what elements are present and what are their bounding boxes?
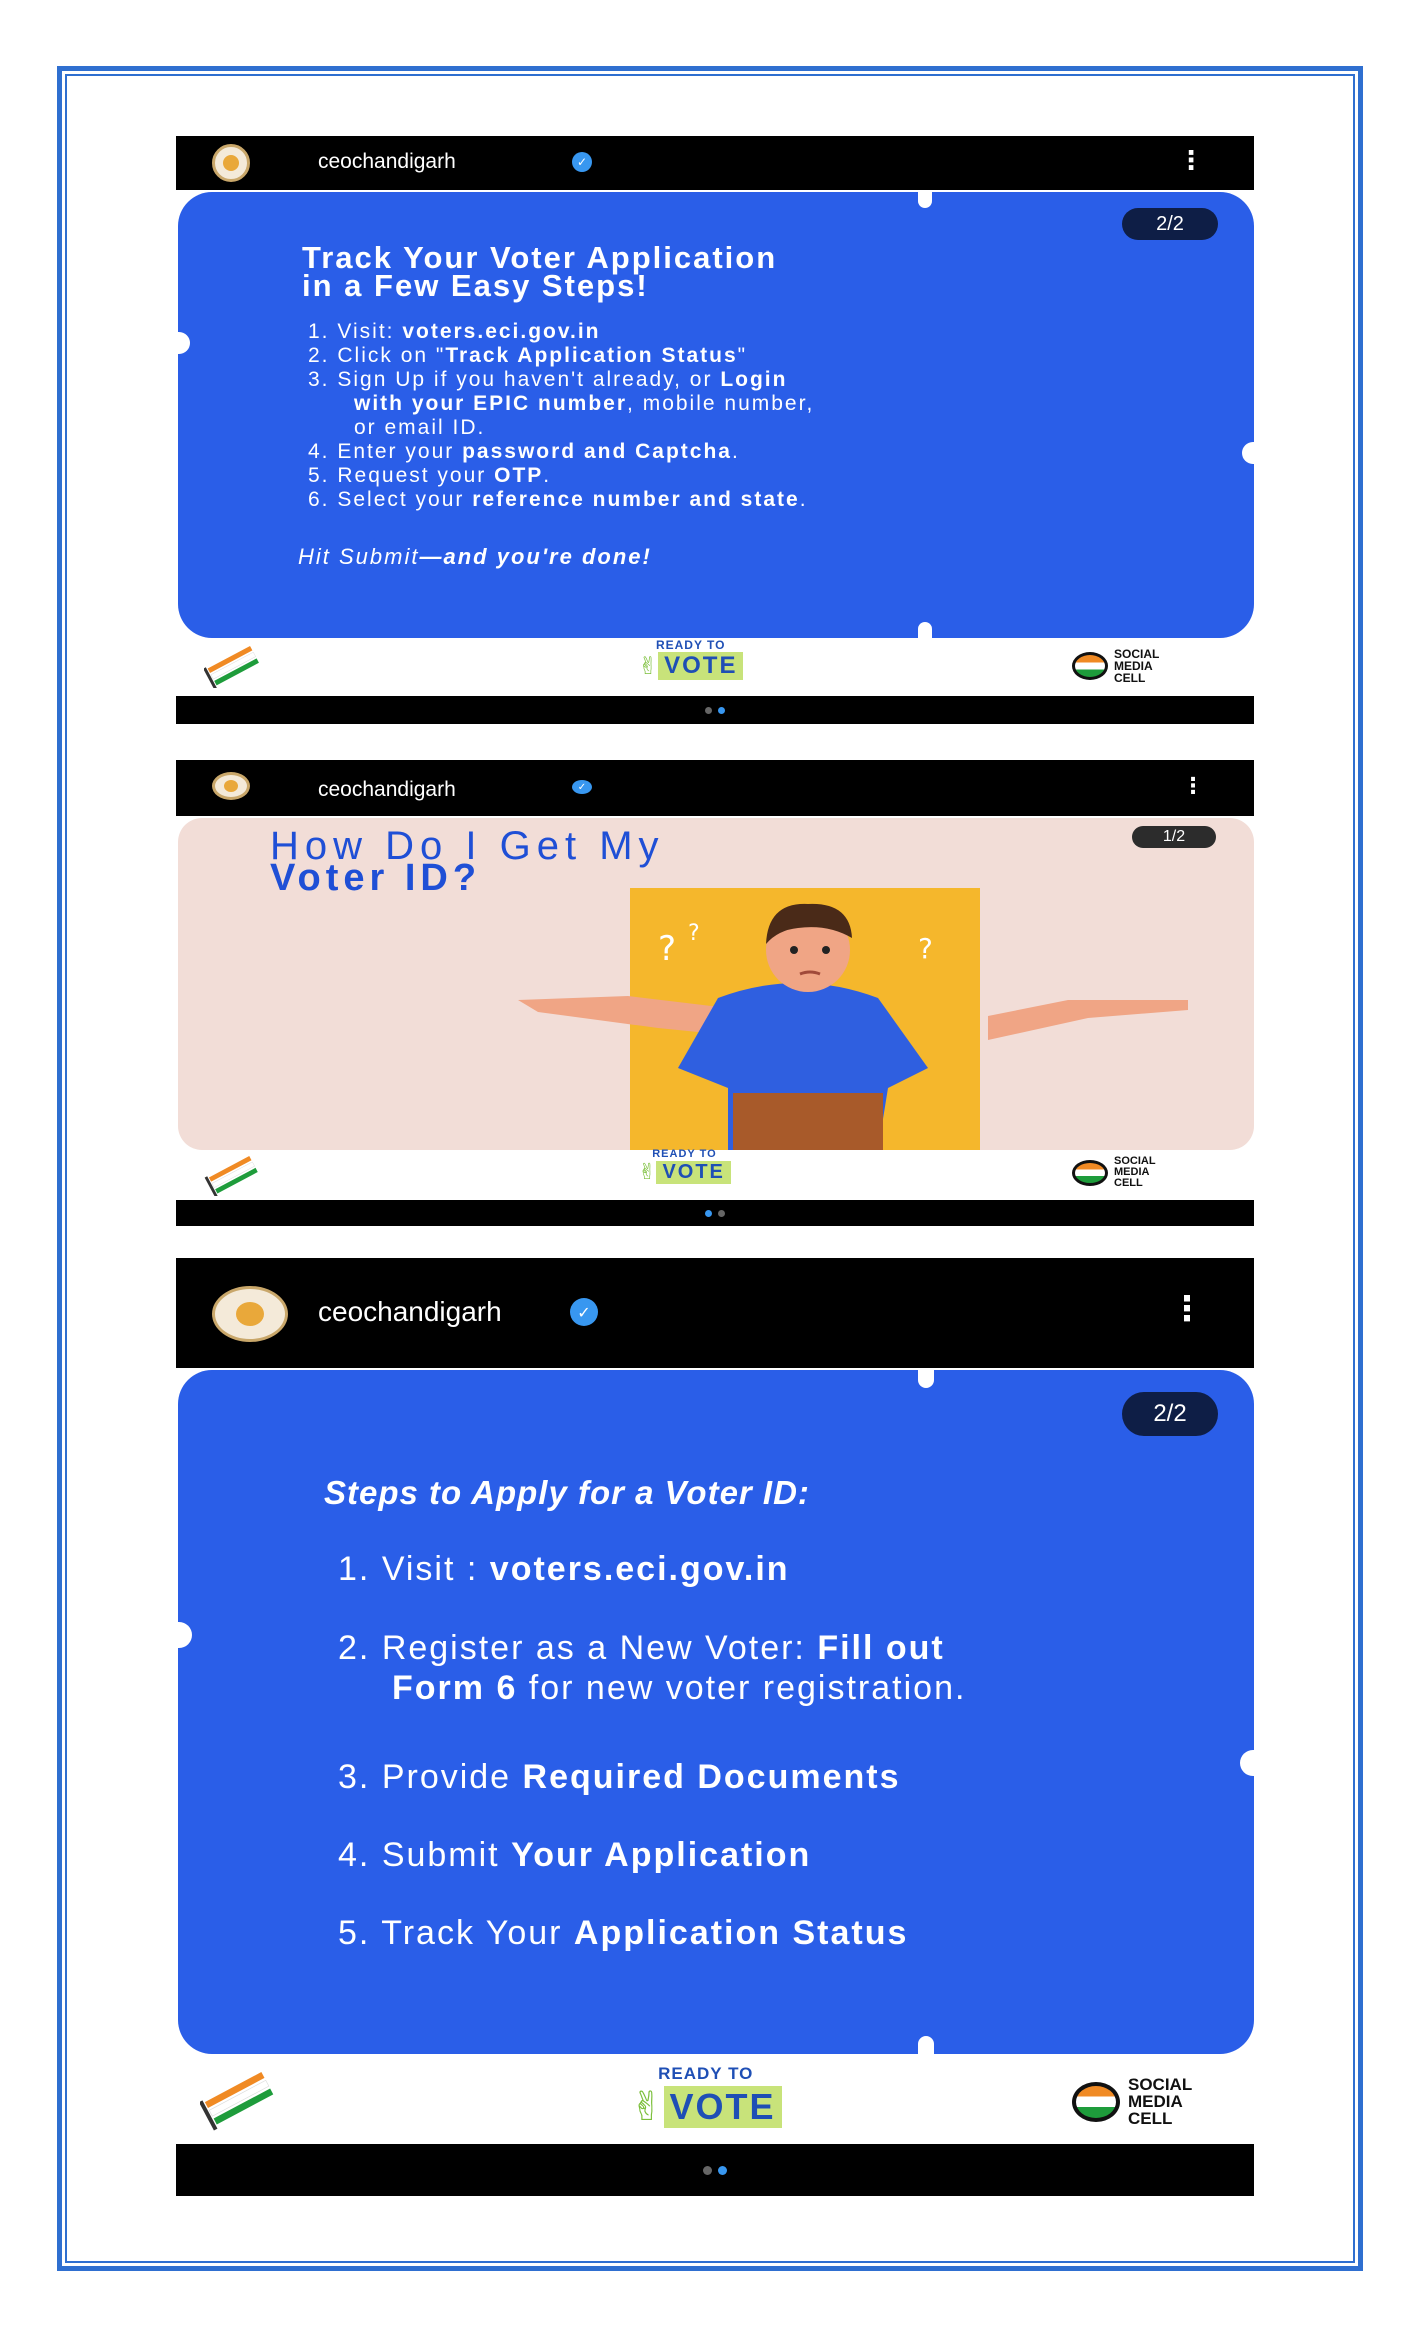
step-item: 6. Select your reference number and state. (308, 488, 808, 511)
svg-text:?: ? (658, 929, 677, 969)
carousel-dot-active[interactable] (718, 2166, 727, 2175)
slide-counter-badge: 1/2 (1132, 826, 1216, 848)
post2-title: How Do I Get My Voter ID? (270, 824, 665, 899)
username[interactable]: ceochandigarh (318, 150, 456, 173)
carousel-dot[interactable] (705, 707, 712, 714)
verified-badge-icon: ✓ (570, 1298, 598, 1326)
panel-notch (918, 1370, 934, 1388)
blue-panel (178, 1370, 1254, 2054)
panel-notch (178, 332, 190, 354)
post1-steps (308, 320, 814, 512)
post-footer (176, 2054, 1254, 2144)
verified-badge-icon: ✓ (572, 780, 592, 794)
slide-card (176, 1368, 1254, 2134)
eci-logo-icon (204, 1156, 264, 1196)
profile-avatar-icon[interactable] (212, 772, 250, 800)
step-item: 3. Provide Required Documents (338, 1758, 901, 1796)
step-item: 5. Request your OTP. (308, 464, 552, 487)
username[interactable]: ceochandigarh (318, 1296, 502, 1327)
panel-notch (1240, 1750, 1254, 1776)
post-steps-to-apply (176, 1258, 1254, 2196)
eci-logo-icon (204, 646, 264, 688)
panel-notch (918, 192, 932, 208)
confused-person-illustration (508, 888, 1198, 1150)
illustration-panel (178, 818, 1254, 1150)
slide-card (176, 190, 1254, 696)
step-item: 2. Click on "Track Application Status" (308, 344, 748, 367)
verified-badge-icon: ✓ (572, 152, 592, 172)
post3-title: Steps to Apply for a Voter ID: (324, 1474, 810, 1511)
ready-to-vote-logo: READY TO ✌ VOTE (630, 2064, 782, 2130)
carousel-dot-active[interactable] (705, 1210, 712, 1217)
social-media-cell-logo: SOCIAL MEDIA CELL (1072, 2076, 1192, 2127)
post1-closing: Hit Submit—and you're done! (298, 544, 652, 569)
post-footer (176, 638, 1254, 696)
panel-notch (178, 1622, 192, 1648)
step-item: 2. Register as a New Voter: Fill out Form 6 for new voter registration. (338, 1629, 967, 1707)
panel-notch (1242, 442, 1254, 464)
blue-panel (178, 192, 1254, 638)
more-options-icon[interactable]: ⋮ (1178, 146, 1204, 176)
post-track-application (176, 136, 1254, 724)
more-options-icon[interactable]: ⋮ (1170, 1289, 1204, 1329)
svg-text:?: ? (918, 932, 933, 965)
ready-to-vote-logo: READY TO ✌ VOTE (638, 1148, 731, 1185)
profile-avatar-icon[interactable] (212, 144, 250, 182)
slide-counter-badge: 2/2 (1122, 1392, 1218, 1436)
profile-avatar-icon[interactable] (212, 1286, 288, 1342)
more-options-icon[interactable]: ⋮ (1182, 774, 1204, 799)
social-media-cell-logo: SOCIAL MEDIA CELL (1072, 1156, 1156, 1189)
post-header (176, 760, 1254, 816)
post-footer (176, 1148, 1254, 1200)
post1-title: Track Your Voter Application in a Few Easy Steps! (302, 240, 778, 303)
panel-notch (918, 622, 932, 638)
step-item: 1. Visit: voters.eci.gov.in (308, 320, 601, 343)
post-how-to-get-voter-id (176, 760, 1254, 1226)
social-media-cell-logo: SOCIAL MEDIA CELL (1072, 648, 1159, 684)
post-header (176, 136, 1254, 190)
carousel-indicator[interactable] (176, 1200, 1254, 1226)
username[interactable]: ceochandigarh (318, 778, 456, 801)
ready-to-vote-logo: READY TO ✌ VOTE (638, 638, 743, 680)
post-header (176, 1258, 1254, 1368)
step-item: 1. Visit : voters.eci.gov.in (338, 1550, 790, 1588)
slide-counter-badge: 2/2 (1122, 208, 1218, 240)
carousel-dot-active[interactable] (718, 707, 725, 714)
carousel-dot[interactable] (718, 1210, 725, 1217)
carousel-indicator[interactable] (176, 2144, 1254, 2196)
step-item: 3. Sign Up if you haven't already, or Login with your EPIC number, mobile number, or email ID. (308, 368, 815, 439)
carousel-indicator[interactable] (176, 696, 1254, 724)
step-item: 4. Submit Your Application (338, 1836, 812, 1874)
svg-text:?: ? (688, 921, 700, 946)
step-item: 5. Track Your Application Status (338, 1914, 909, 1952)
panel-notch (918, 2036, 934, 2054)
step-item: 4. Enter your password and Captcha. (308, 440, 740, 463)
eci-logo-icon (200, 2068, 280, 2132)
carousel-dot[interactable] (703, 2166, 712, 2175)
slide-card (176, 816, 1254, 1200)
